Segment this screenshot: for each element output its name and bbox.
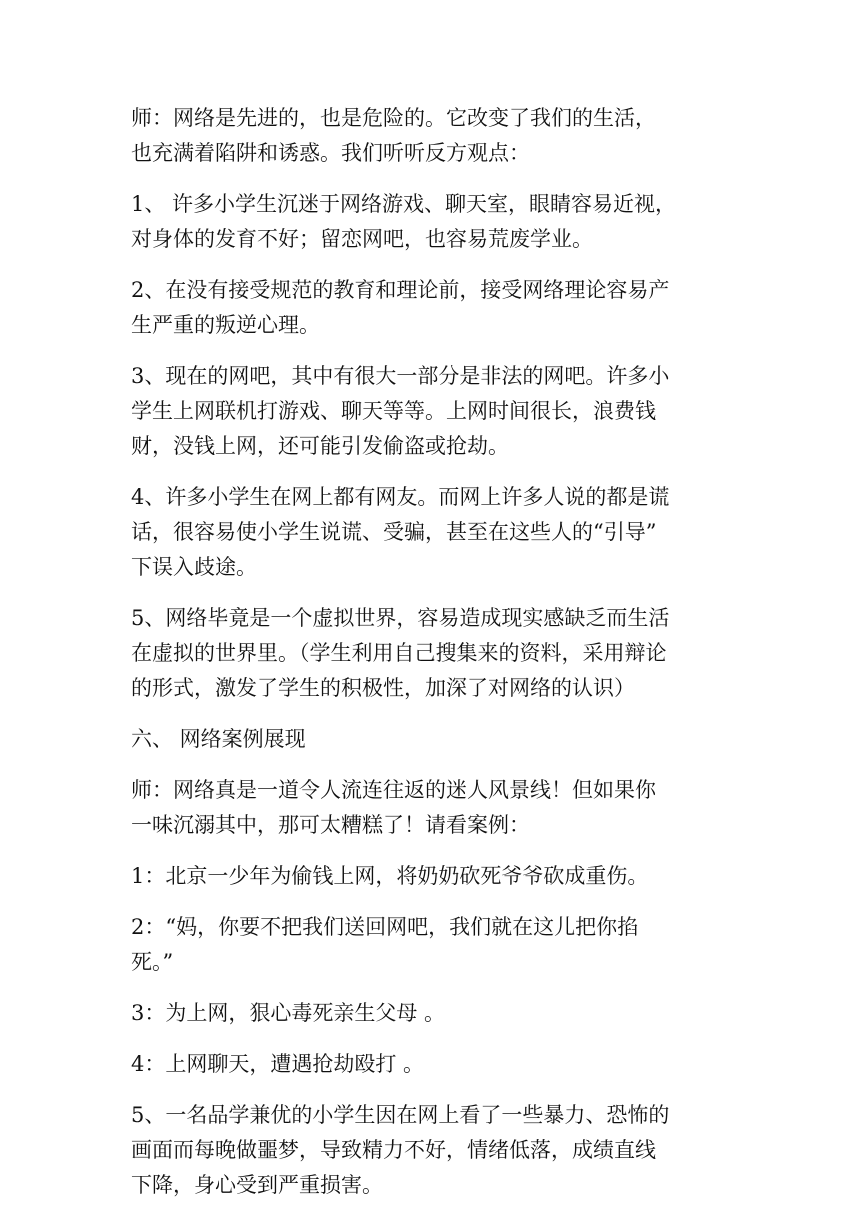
paragraph-point-5	[131, 601, 731, 706]
paragraph-point-2	[131, 273, 731, 343]
text-line: 5、一名品学兼优的小学生因在网上看了一些暴力、恐怖的	[131, 1103, 670, 1127]
text-line: 对身体的发育不好；留恋网吧，也容易荒废学业。	[131, 227, 593, 251]
paragraph-point-1	[131, 187, 731, 257]
text-line: 六、 网络案例展现	[131, 727, 306, 751]
text-line: 1：北京一少年为偷钱上网，将奶奶砍死爷爷砍成重伤。	[131, 864, 649, 888]
paragraph-case-3	[131, 996, 731, 1031]
paragraph-case-1	[131, 859, 731, 894]
paragraph-case-4	[131, 1047, 731, 1082]
document-body	[131, 101, 731, 1219]
section-heading-six	[131, 722, 731, 757]
paragraph-case-2	[131, 910, 731, 980]
text-line: 师：网络真是一道令人流连往返的迷人风景线！但如果你	[131, 778, 656, 802]
text-line: 死。”	[131, 950, 174, 974]
text-line: 也充满着陷阱和诱惑。我们听听反方观点：	[131, 141, 530, 165]
paragraph-point-3	[131, 359, 731, 464]
text-line: 在虚拟的世界里。（学生利用自己搜集来的资料，采用辩论	[131, 641, 667, 665]
paragraph-case-5	[131, 1098, 731, 1203]
text-line: 的形式，激发了学生的积极性，加深了对网络的认识）	[131, 676, 635, 700]
paragraph-teacher-intro	[131, 101, 731, 171]
text-line: 4、许多小学生在网上都有网友。而网上许多人说的都是谎	[131, 485, 670, 509]
text-line: 2、在没有接受规范的教育和理论前，接受网络理论容易产	[131, 278, 670, 302]
paragraph-teacher-cases	[131, 773, 731, 843]
text-line: 一味沉溺其中，那可太糟糕了！请看案例：	[131, 813, 530, 837]
text-line: 3、现在的网吧，其中有很大一部分是非法的网吧。许多小	[131, 364, 670, 388]
text-line: 学生上网联机打游戏、聊天等等。上网时间很长，浪费钱	[131, 399, 656, 423]
text-line: 师：网络是先进的，也是危险的。它改变了我们的生活，	[131, 106, 656, 130]
text-line: 5、网络毕竟是一个虚拟世界，容易造成现实感缺乏而生活	[131, 606, 670, 630]
text-line: 生严重的叛逆心理。	[131, 313, 320, 337]
text-line: 画面而每晚做噩梦，导致精力不好，情绪低落，成绩直线	[131, 1138, 656, 1162]
text-line: 4：上网聊天，遭遇抢劫殴打 。	[131, 1052, 425, 1076]
paragraph-point-4	[131, 480, 731, 585]
text-line: 下误入歧途。	[131, 555, 257, 579]
text-line: 2：“妈，你要不把我们送回网吧，我们就在这儿把你掐	[131, 915, 639, 939]
text-line: 话，很容易使小学生说谎、受骗，甚至在这些人的“引导”	[131, 520, 657, 544]
text-line: 财，没钱上网，还可能引发偷盗或抢劫。	[131, 434, 509, 458]
text-line: 1、 许多小学生沉迷于网络游戏、聊天室，眼睛容易近视，	[131, 192, 677, 216]
text-line: 3：为上网，狠心毒死亲生父母 。	[131, 1001, 446, 1025]
text-line: 下降，身心受到严重损害。	[131, 1173, 383, 1197]
